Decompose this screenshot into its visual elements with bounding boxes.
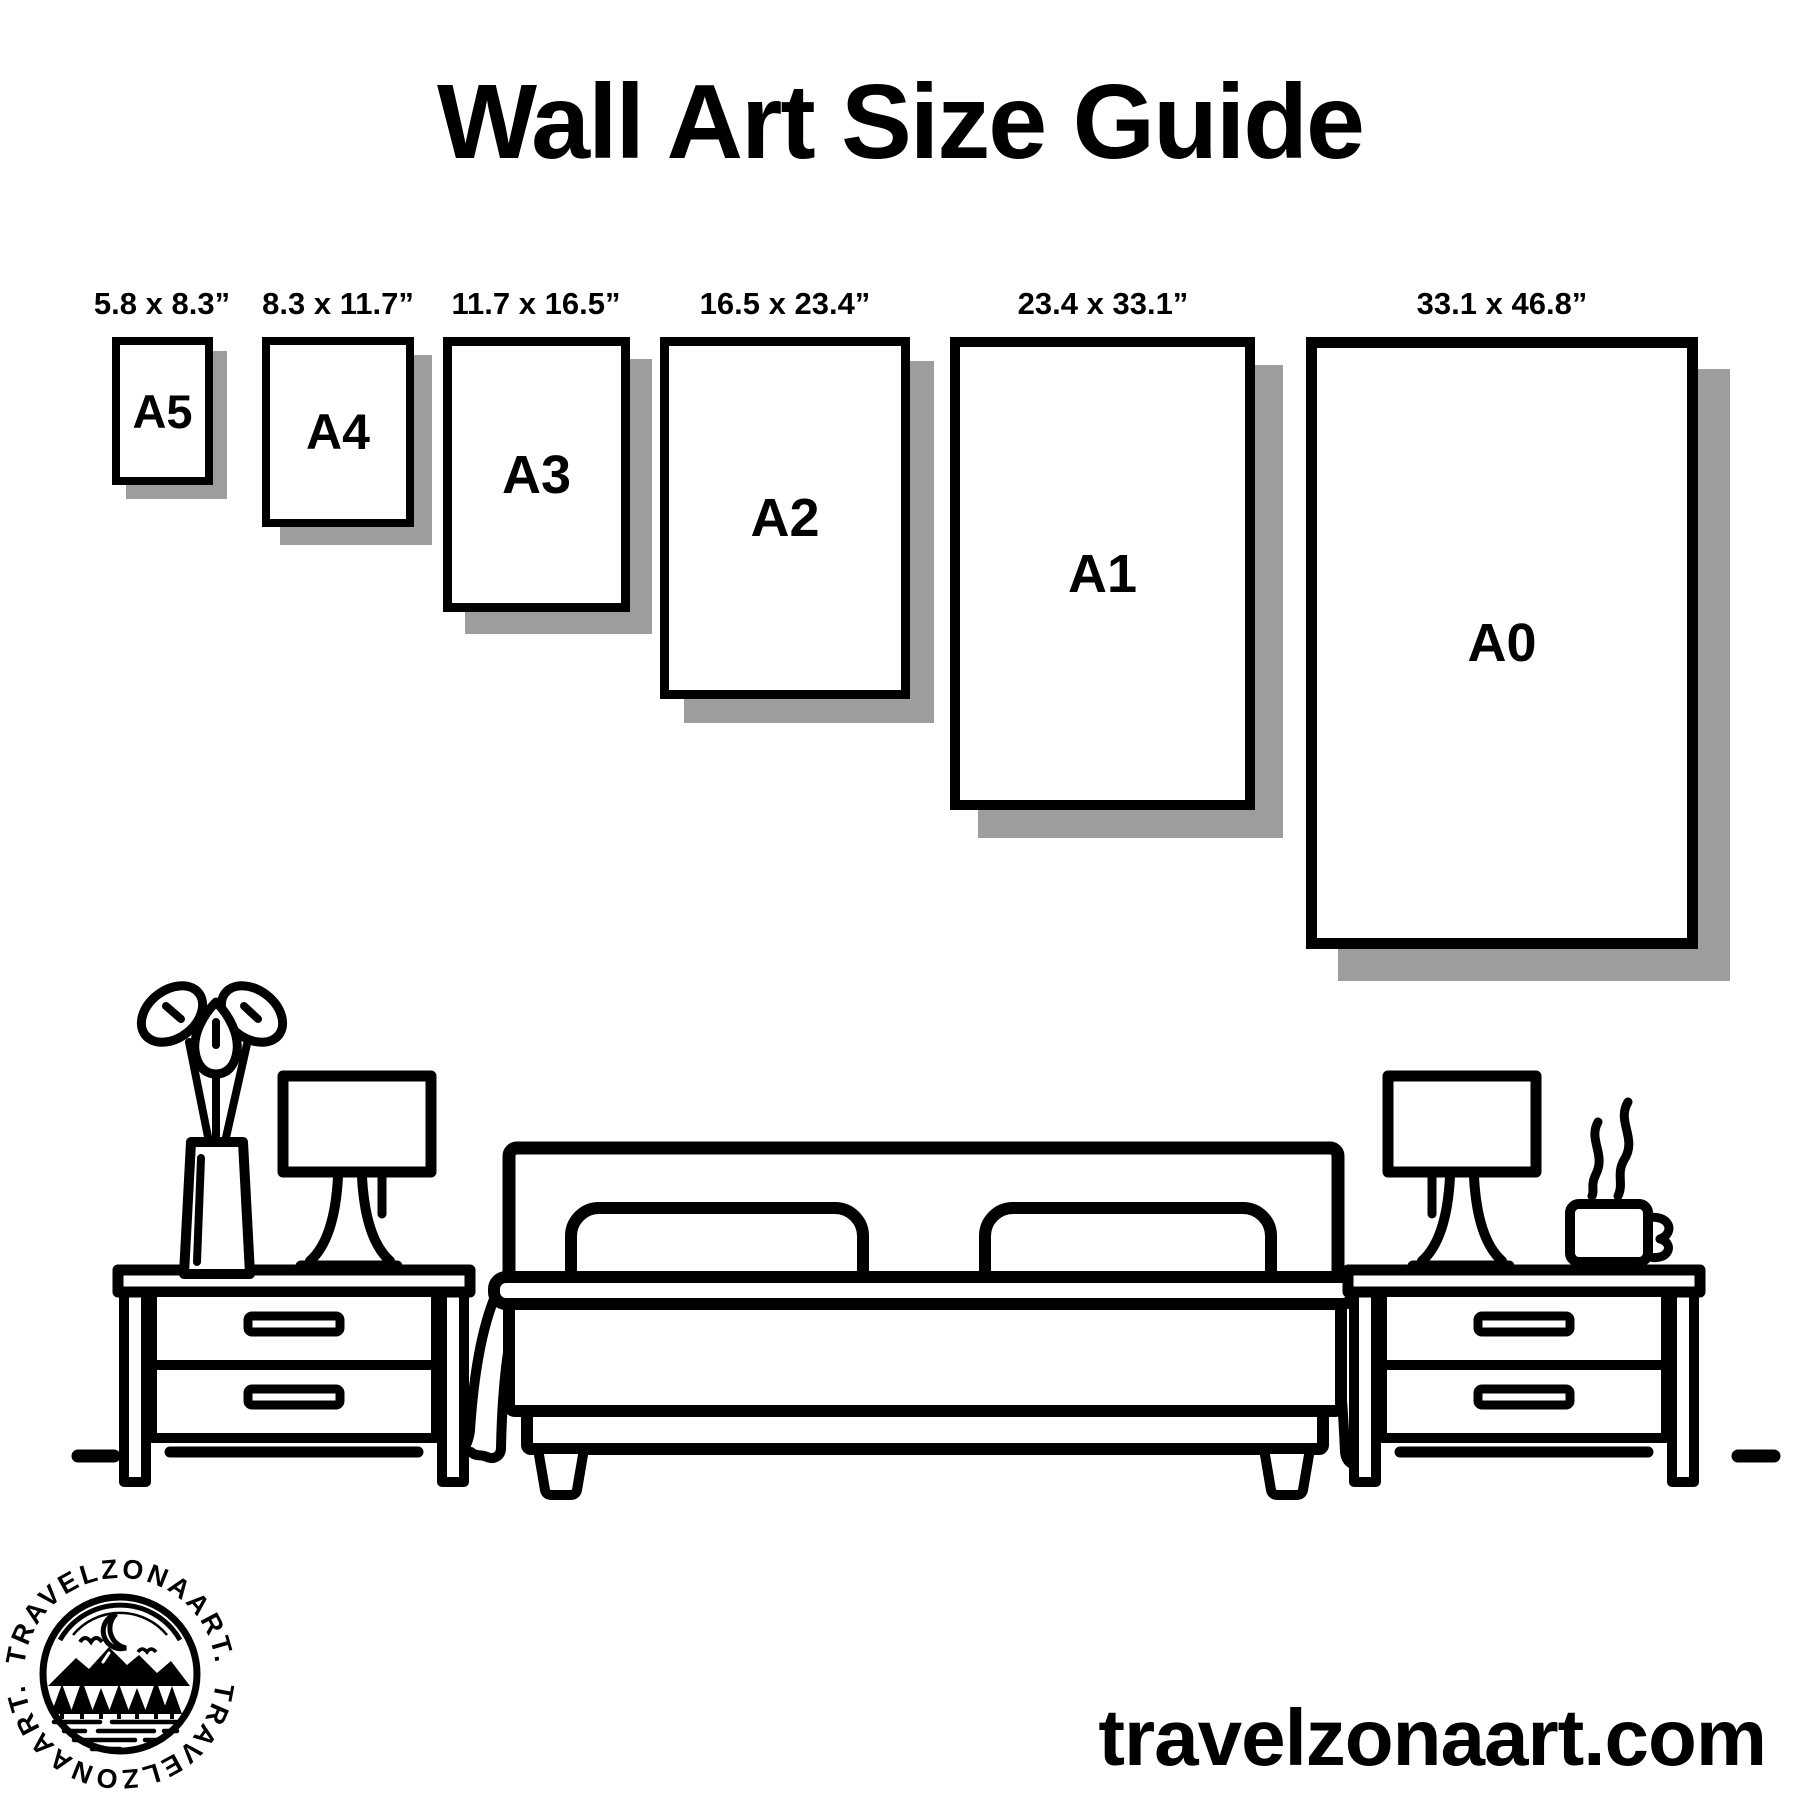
bedroom-illustration [0,960,1800,1520]
dimension-label-a2: 16.5 x 23.4” [699,286,871,321]
frame-a0 [1306,337,1698,949]
nightstand-left-handle-bottom [248,1389,340,1405]
nightstand-right-icon [1348,1270,1700,1482]
frame-a4 [262,337,414,527]
nightstand-right-handle-bottom [1478,1389,1570,1405]
nightstand-left-leg-left [124,1282,146,1482]
lamp-right-stem-b [1474,1177,1502,1261]
website-url: travelzonaart.com [1098,1693,1766,1782]
frame-a4-label: A4 [306,404,370,460]
dimension-label-a5: 5.8 x 8.3” [93,286,231,321]
lamp-left-shade [283,1076,431,1172]
frame-a5 [112,337,213,485]
dimension-label-a1: 23.4 x 33.1” [1017,286,1189,321]
dimension-label-a4: 8.3 x 11.7” [262,286,414,321]
plant-vase-icon [130,974,293,1274]
lamp-right-shade [1388,1076,1536,1172]
bed-icon [464,1148,1375,1495]
nightstand-left-leg-right [442,1282,464,1482]
frame-a0-label: A0 [1467,613,1537,673]
nightstand-right-leg-left [1354,1282,1376,1482]
nightstand-right-leg-right [1672,1282,1694,1482]
bed-base [527,1411,1323,1449]
logo-arc-text-bottom: TRAVELZONAART. [0,1681,240,1795]
coffee-mug-icon [1551,1102,1669,1270]
bed-leg-right [1264,1449,1310,1495]
frame-a1 [950,337,1255,810]
brand-logo [0,1548,244,1800]
lamp-left-icon [283,1076,431,1266]
logo-arc-text-top: TRAVELZONAART. [0,1553,240,1667]
vase-highlight [197,1158,201,1262]
nightstand-left-handle-top [248,1316,340,1332]
dimension-label-a0: 33.1 x 46.8” [1416,286,1588,321]
mug-body [1570,1204,1648,1262]
frame-a3 [443,337,630,612]
nightstand-right-handle-top [1478,1316,1570,1332]
steam-left [1592,1122,1599,1196]
frame-a3-label: A3 [501,444,572,505]
frame-a5-label: A5 [132,384,193,438]
lamp-right-icon [1388,1076,1536,1266]
bed-duvet [509,1304,1341,1411]
page-title: Wall Art Size Guide [437,63,1363,181]
frame-a2 [660,337,910,699]
frame-a2-label: A2 [750,488,820,548]
steam-right [1618,1102,1629,1196]
nightstand-left-icon [118,1270,470,1482]
lamp-left-stem-a [310,1177,338,1261]
frame-a1-label: A1 [1067,543,1138,604]
bed-leg-left [538,1449,584,1495]
dimension-label-a3: 11.7 x 16.5” [451,286,621,321]
